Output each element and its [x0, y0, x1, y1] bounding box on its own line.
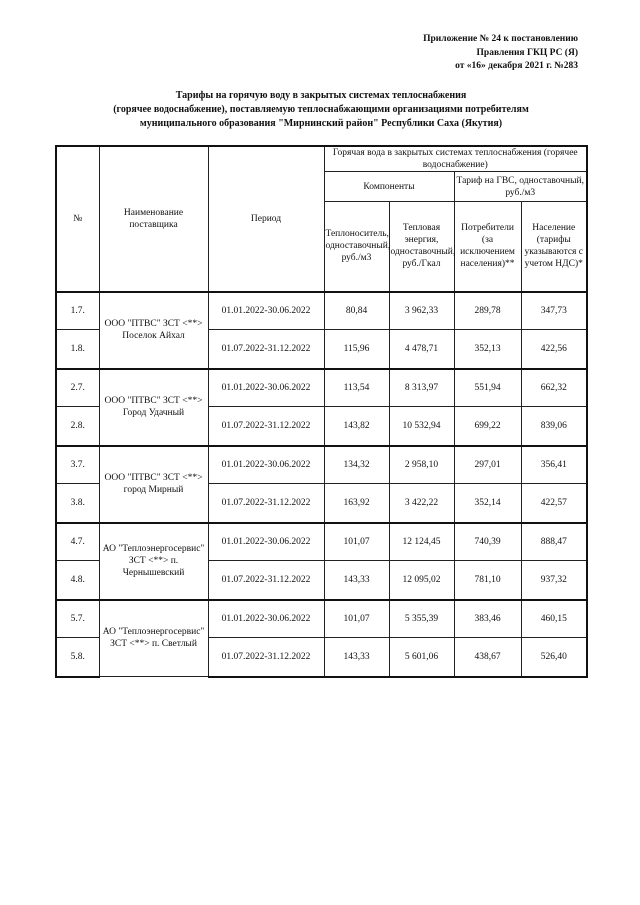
cell-period: 01.07.2022-31.12.2022	[208, 484, 324, 523]
cell-heat-energy: 8 313,97	[389, 369, 454, 407]
cell-heat-carrier: 143,82	[324, 407, 389, 446]
cell-supplier: ООО "ПТВС" ЗСТ <**> Поселок Айхал	[99, 292, 208, 369]
cell-heat-energy: 12 095,02	[389, 561, 454, 600]
header-consumers: Потребители (за исключением населения)**	[454, 202, 521, 292]
cell-population: 888,47	[521, 523, 587, 561]
cell-population: 356,41	[521, 446, 587, 484]
cell-supplier: ООО "ПТВС" ЗСТ <**> Город Удачный	[99, 369, 208, 446]
cell-population: 460,15	[521, 600, 587, 638]
cell-population: 347,73	[521, 292, 587, 330]
cell-heat-energy: 3 422,22	[389, 484, 454, 523]
cell-row-number: 5.7.	[56, 600, 99, 638]
document-title	[56, 89, 586, 131]
cell-supplier: АО "Теплоэнергосервис" ЗСТ <**> п. Чернышевский	[99, 523, 208, 600]
cell-consumers: 740,39	[454, 523, 521, 561]
cell-consumers: 699,22	[454, 407, 521, 446]
cell-heat-energy: 5 355,39	[389, 600, 454, 638]
title-line: (горячее водоснабжение), поставляемую теплоснабжающими организациями потребителям	[113, 104, 529, 115]
cell-supplier: ООО "ПТВС" ЗСТ <**> город Мирный	[99, 446, 208, 523]
cell-period: 01.01.2022-30.06.2022	[208, 523, 324, 561]
header-tariff-gvs: Тариф на ГВС, одноставочный, руб./м3	[454, 172, 587, 202]
cell-heat-carrier: 101,07	[324, 523, 389, 561]
cell-row-number: 5.8.	[56, 638, 99, 677]
tariff-table	[55, 145, 588, 678]
cell-population: 422,56	[521, 330, 587, 369]
cell-row-number: 1.8.	[56, 330, 99, 369]
table-row	[56, 523, 587, 561]
cell-heat-carrier: 113,54	[324, 369, 389, 407]
cell-row-number: 3.8.	[56, 484, 99, 523]
cell-population: 937,32	[521, 561, 587, 600]
appendix-line: Приложение № 24 к постановлению	[423, 34, 578, 44]
cell-period: 01.01.2022-30.06.2022	[208, 292, 324, 330]
header-heat-carrier: Теплоноситель, одноставочный, руб./м3	[324, 202, 389, 292]
cell-consumers: 383,46	[454, 600, 521, 638]
header-components: Компоненты	[324, 172, 454, 202]
cell-heat-carrier: 134,32	[324, 446, 389, 484]
table-row	[56, 446, 587, 484]
cell-heat-energy: 5 601,06	[389, 638, 454, 677]
appendix-reference	[338, 33, 578, 74]
cell-row-number: 2.7.	[56, 369, 99, 407]
header-supplier: Наименование поставщика	[99, 146, 208, 292]
cell-heat-carrier: 163,92	[324, 484, 389, 523]
cell-period: 01.07.2022-31.12.2022	[208, 330, 324, 369]
header-heat-energy: Тепловая энергия, одноставочный, руб./Гкал	[389, 202, 454, 292]
cell-population: 839,06	[521, 407, 587, 446]
cell-period: 01.01.2022-30.06.2022	[208, 600, 324, 638]
cell-period: 01.01.2022-30.06.2022	[208, 446, 324, 484]
cell-population: 526,40	[521, 638, 587, 677]
cell-period: 01.01.2022-30.06.2022	[208, 369, 324, 407]
cell-heat-carrier: 143,33	[324, 638, 389, 677]
header-population: Население (тарифы указываются с учетом НДС)*	[521, 202, 587, 292]
cell-period: 01.07.2022-31.12.2022	[208, 561, 324, 600]
cell-consumers: 352,13	[454, 330, 521, 369]
cell-consumers: 289,78	[454, 292, 521, 330]
header-hot-water: Горячая вода в закрытых системах теплоснабжения (горячее водоснабжение)	[324, 146, 587, 172]
cell-heat-energy: 3 962,33	[389, 292, 454, 330]
cell-row-number: 1.7.	[56, 292, 99, 330]
cell-heat-carrier: 115,96	[324, 330, 389, 369]
cell-consumers: 297,01	[454, 446, 521, 484]
cell-heat-energy: 2 958,10	[389, 446, 454, 484]
cell-consumers: 781,10	[454, 561, 521, 600]
cell-consumers: 352,14	[454, 484, 521, 523]
cell-heat-carrier: 101,07	[324, 600, 389, 638]
cell-heat-carrier: 80,84	[324, 292, 389, 330]
header-period: Период	[208, 146, 324, 292]
cell-population: 422,57	[521, 484, 587, 523]
cell-period: 01.07.2022-31.12.2022	[208, 638, 324, 677]
cell-heat-energy: 10 532,94	[389, 407, 454, 446]
cell-row-number: 3.7.	[56, 446, 99, 484]
cell-heat-energy: 12 124,45	[389, 523, 454, 561]
header-number: №	[56, 146, 99, 292]
cell-supplier: АО "Теплоэнергосервис" ЗСТ <**> п. Светлый	[99, 600, 208, 677]
table-row	[56, 292, 587, 330]
cell-population: 662,32	[521, 369, 587, 407]
cell-row-number: 4.7.	[56, 523, 99, 561]
cell-consumers: 551,94	[454, 369, 521, 407]
cell-row-number: 4.8.	[56, 561, 99, 600]
table-row	[56, 369, 587, 407]
cell-consumers: 438,67	[454, 638, 521, 677]
appendix-line: от «16» декабря 2021 г. №283	[455, 61, 578, 71]
title-line: муниципального образования "Мирнинский район" Республики Саха (Якутия)	[139, 118, 503, 129]
title-line: Тарифы на горячую воду в закрытых системах теплоснабжения	[175, 90, 467, 101]
cell-heat-energy: 4 478,71	[389, 330, 454, 369]
cell-row-number: 2.8.	[56, 407, 99, 446]
cell-period: 01.07.2022-31.12.2022	[208, 407, 324, 446]
appendix-line: Правления ГКЦ РС (Я)	[476, 47, 578, 58]
cell-heat-carrier: 143,33	[324, 561, 389, 600]
table-row	[56, 600, 587, 638]
